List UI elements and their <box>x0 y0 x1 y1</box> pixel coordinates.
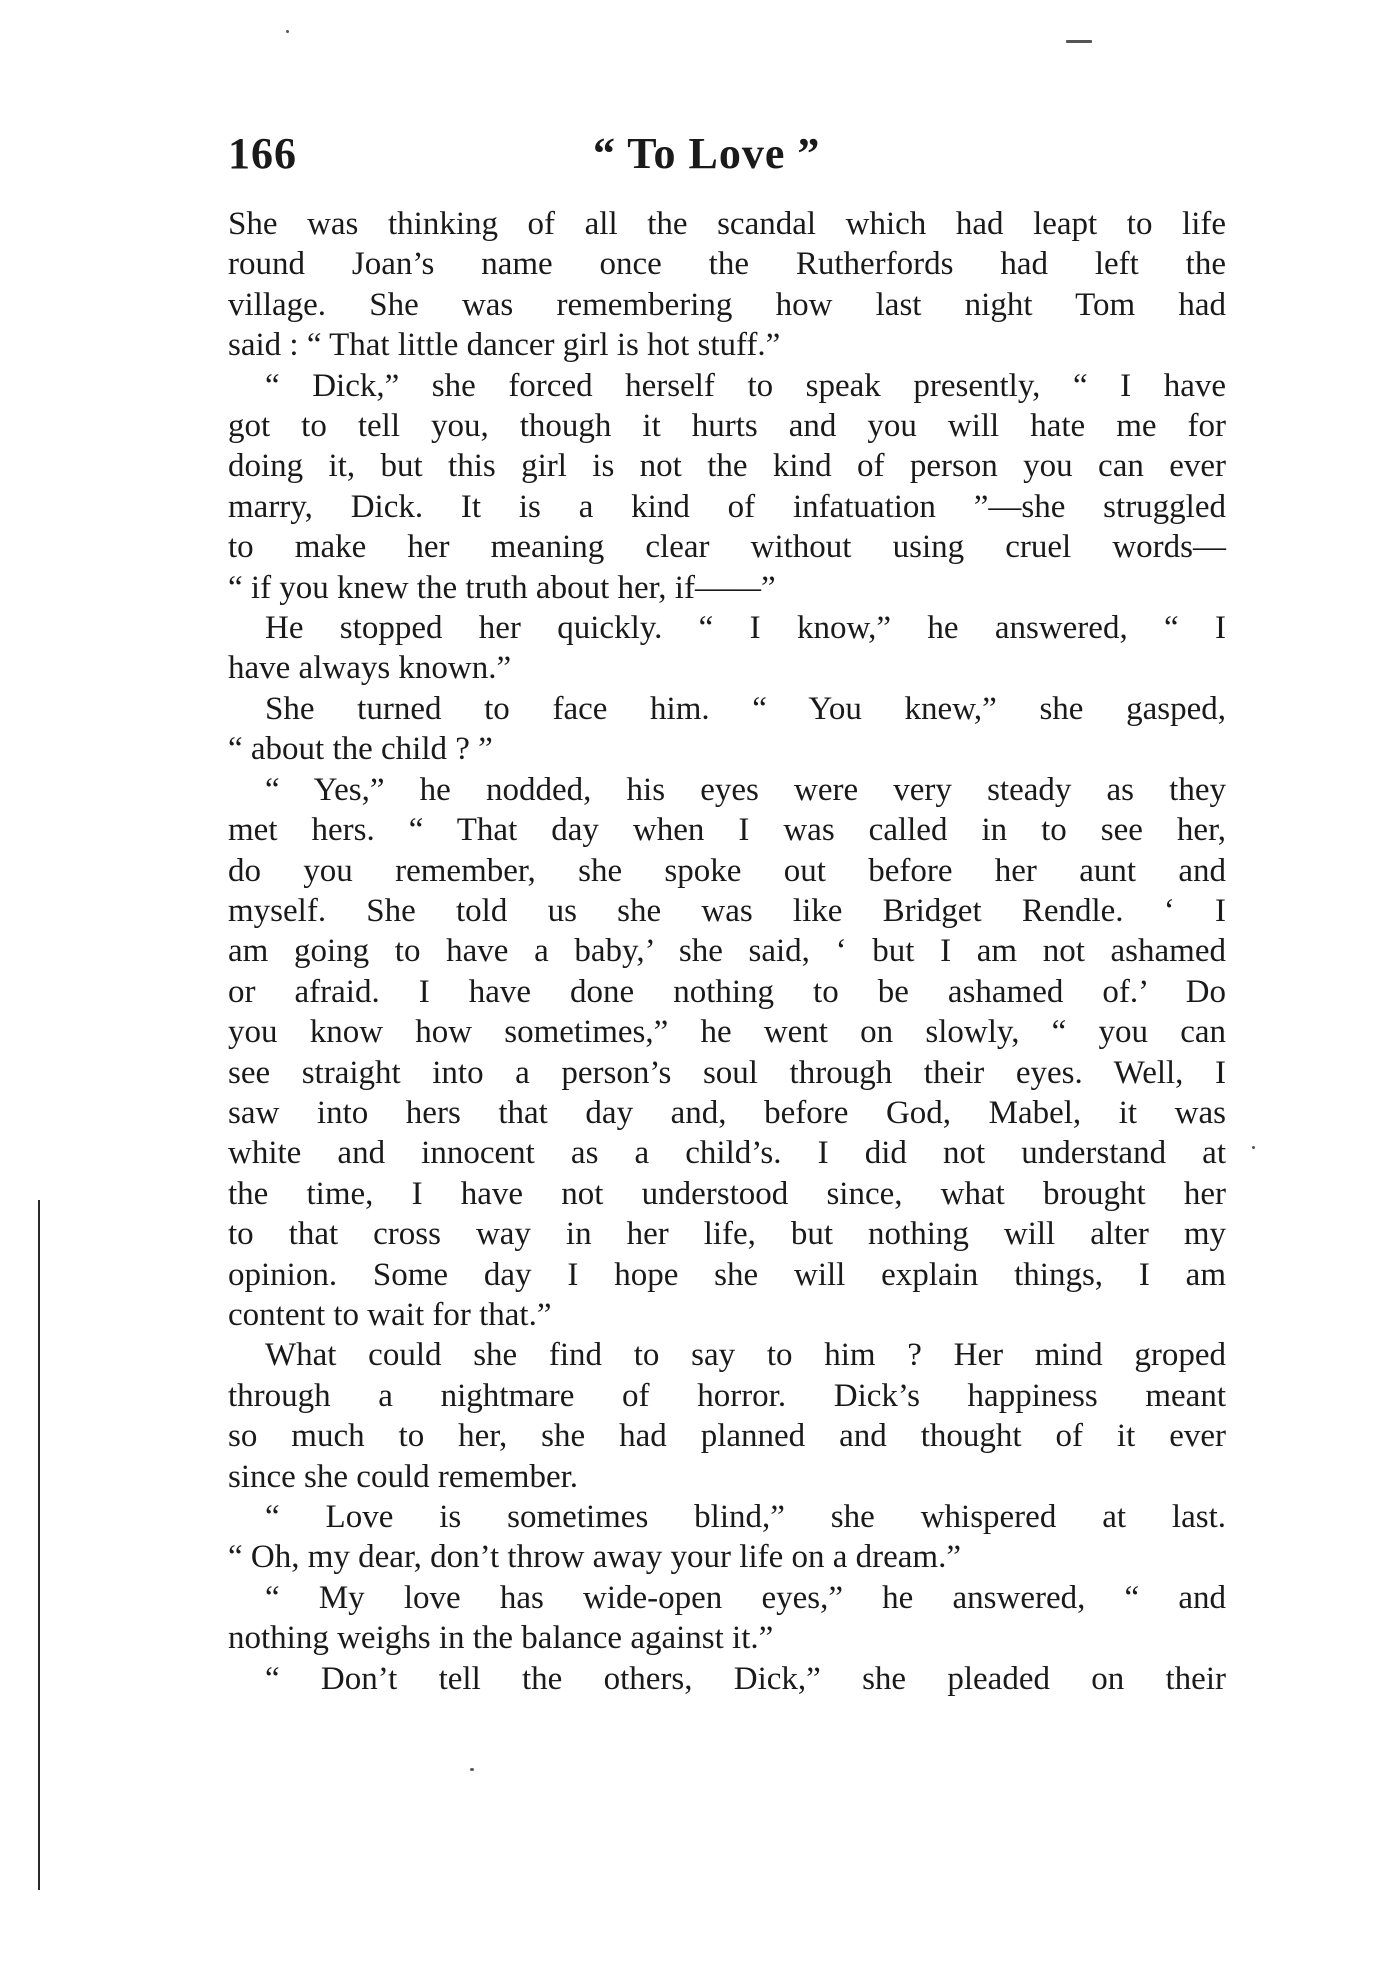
text-line: She was thinking of all the scandal which had leapt to life <box>228 206 1226 242</box>
text-line: “ Oh, my dear, don’t throw away your life on a dream.” <box>228 1539 961 1576</box>
text-line: am going to have a baby,’ she said, ‘ but I am not ashamed <box>228 933 1226 970</box>
text-line: round Joan’s name once the Rutherfords had left the <box>228 246 1226 283</box>
running-head <box>228 128 1228 188</box>
text-line: saw into hers that day and, before God, Mabel, it was <box>228 1094 1226 1131</box>
text-line: doing it, but this girl is not the kind of person you can ever <box>228 448 1226 485</box>
scan-speck <box>1066 40 1092 43</box>
text-line: opinion. Some day I hope she will explain things, I am <box>228 1256 1226 1293</box>
text-line: She turned to face him. “ You knew,” she gasped, <box>265 690 1226 727</box>
text-line: met hers. “ That day when I was called in to see her, <box>228 812 1226 849</box>
text-line: the time, I have not understood since, what brought her <box>228 1175 1226 1212</box>
text-line: nothing weighs in the balance against it.” <box>228 1620 774 1657</box>
text-line: to make her meaning clear without using cruel words— <box>228 529 1226 566</box>
scan-speck <box>470 1768 474 1771</box>
text-line: white and innocent as a child’s. I did not understand at <box>228 1135 1226 1172</box>
text-line: “ about the child ? ” <box>228 731 493 768</box>
text-line: got to tell you, though it hurts and you will hate me for <box>228 408 1226 445</box>
text-line: “ Yes,” he nodded, his eyes were very steady as they <box>265 771 1226 808</box>
text-line: or afraid. I have done nothing to be ashamed of.’ Do <box>228 973 1226 1010</box>
text-line: village. She was remembering how last night Tom had <box>228 286 1226 323</box>
scan-margin-line <box>38 1200 40 1890</box>
text-line: content to wait for that.” <box>228 1296 552 1333</box>
text-line: He stopped her quickly. “ I know,” he answered, “ I <box>265 610 1226 647</box>
text-line: to that cross way in her life, but nothing will alter my <box>228 1216 1226 1253</box>
text-line: see straight into a person’s soul through their eyes. Well, I <box>228 1054 1226 1091</box>
text-line: marry, Dick. It is a kind of infatuation ”—she struggled <box>228 488 1226 525</box>
text-line: “ My love has wide-open eyes,” he answered, “ and <box>265 1579 1226 1616</box>
body-text <box>228 204 1226 1699</box>
text-line: you know how sometimes,” he went on slowly, “ you can <box>228 1014 1226 1051</box>
text-line: What could she find to say to him ? Her mind groped <box>265 1337 1226 1374</box>
scan-speck <box>1252 1146 1255 1149</box>
text-line: through a nightmare of horror. Dick’s happiness meant <box>228 1377 1226 1414</box>
running-title: “ To Love ” <box>593 129 821 178</box>
text-line: “ Love is sometimes blind,” she whispered at last. <box>265 1499 1226 1535</box>
text-line: myself. She told us she was like Bridget Rendle. ‘ I <box>228 892 1226 929</box>
text-line: “ if you knew the truth about her, if——” <box>228 569 776 606</box>
text-line: do you remember, she spoke out before her aunt and <box>228 852 1226 889</box>
scan-speck <box>286 30 289 33</box>
page-number: 166 <box>228 129 297 178</box>
text-line: so much to her, she had planned and thought of it ever <box>228 1418 1226 1455</box>
text-line: said : “ That little dancer girl is hot stuff.” <box>228 327 781 364</box>
text-line: “ Dick,” she forced herself to speak presently, “ I have <box>265 367 1226 404</box>
text-line: since she could remember. <box>228 1458 579 1495</box>
text-line: “ Don’t tell the others, Dick,” she pleaded on their <box>265 1660 1226 1697</box>
text-line: have always known.” <box>228 650 512 687</box>
